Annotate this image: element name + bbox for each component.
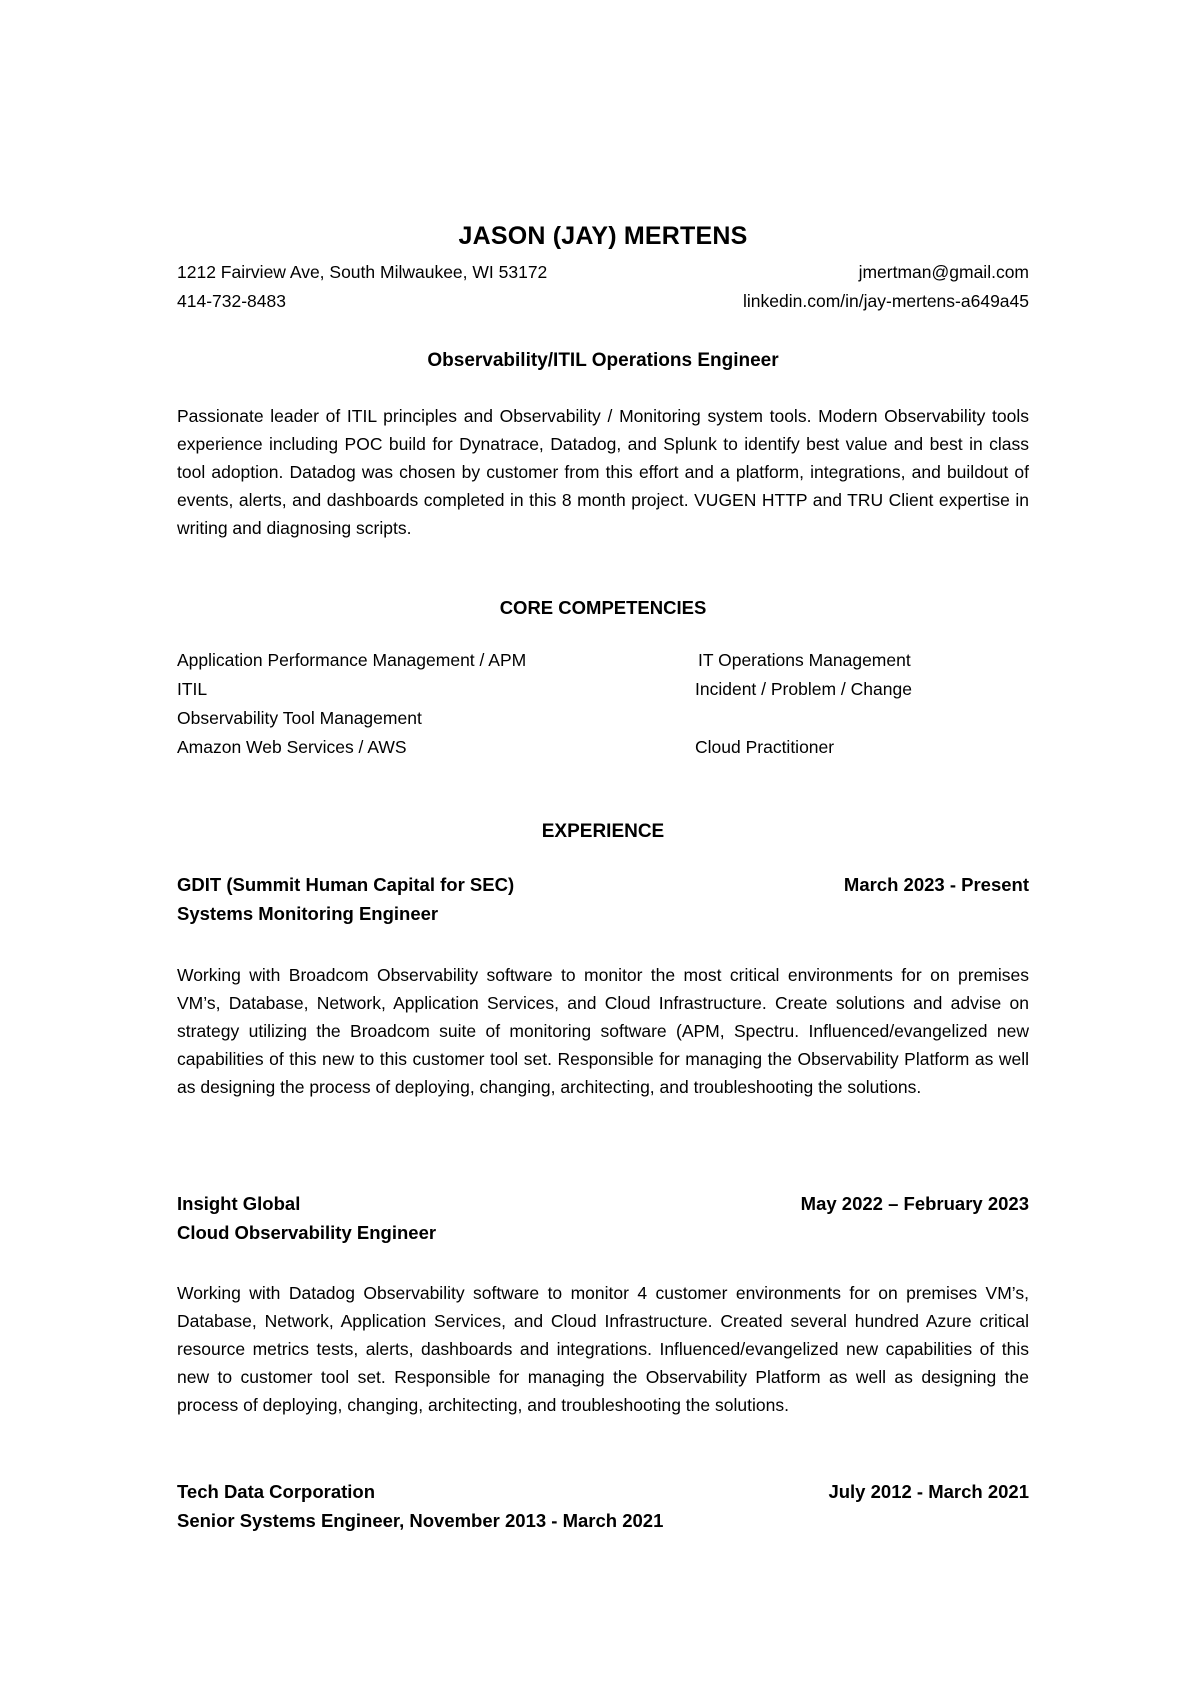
contact-row-2 (177, 291, 1029, 312)
competency-item: Amazon Web Services / AWS (177, 737, 407, 757)
job-role-line (177, 1510, 1029, 1539)
competency-item: ITIL (177, 679, 208, 699)
job-company: GDIT (Summit Human Capital for SEC) (177, 874, 515, 895)
job-role: Systems Monitoring Engineer (177, 903, 439, 924)
job-company: Insight Global (177, 1193, 301, 1214)
job-company: Tech Data Corporation (177, 1481, 376, 1502)
competencies-heading: CORE COMPETENCIES (499, 597, 707, 618)
competency-row (177, 708, 1029, 737)
job-company-line (177, 1481, 1029, 1510)
job-header (177, 1193, 1029, 1251)
summary: Passionate leader of ITIL principles and Observability / Monitoring system tools. Modern Observability tools experience including POC build for Dynatrace, Datadog, and Splunk to identify best value and best in class tool adoption. Datadog was chosen by customer from this effort and a platform, integrations, and buildout of events, alerts, and dashboards completed in this 8 month project. VUGEN HTTP and TRU Client expertise in writing and diagnosing scripts. (177, 406, 1029, 538)
competency-item: Observability Tool Management (177, 708, 422, 728)
competency-row (177, 679, 1029, 708)
job-dates: May 2022 – February 2023 (800, 1193, 1029, 1214)
contact-row-1 (177, 262, 1029, 283)
job-description: Working with Broadcom Observability software to monitor the most critical environments for on premises VM’s, Database, Network, Application Services, and Cloud Infrastructure. Create solutions and advise on strategy utilizing the Broadcom suite of monitoring software (APM, Spectru. Influenced/evangelized new capabilities of this new to this customer tool set. Responsible for managing the Observability Platform as well as designing the process of deploying, changing, architecting, and troubleshooting the solutions. (177, 965, 1029, 1097)
email: jmertman@gmail.com (858, 262, 1029, 282)
job-role-line (177, 903, 1029, 932)
job-dates: March 2023 - Present (843, 874, 1029, 895)
competency-item: Application Performance Management / APM (177, 650, 527, 670)
competency-row (177, 650, 1029, 679)
job-title: Observability/ITIL Operations Engineer (427, 350, 779, 371)
job-role: Cloud Observability Engineer (177, 1222, 437, 1243)
job-header (177, 874, 1029, 932)
job-description: Working with Datadog Observability software to monitor 4 customer environments for on premises VM’s, Database, Network, Application Services, and Cloud Infrastructure. Created several hundred Azure critical resource metrics tests, alerts, dashboards and integrations. Influenced/evangelized new capabilities of this new to customer tool set. Responsible for managing the Observability Platform as well as designing the process of deploying, changing, architecting, and troubleshooting the solutions. (177, 1283, 1029, 1415)
job-header (177, 1481, 1029, 1539)
competency-item: Cloud Practitioner (695, 737, 835, 757)
job-company-line (177, 874, 1029, 903)
competency-row (177, 737, 1029, 766)
job-role-line (177, 1222, 1029, 1251)
phone: 414-732-8483 (177, 291, 286, 311)
job-role: Senior Systems Engineer, November 2013 - March 2021 (177, 1510, 664, 1531)
candidate-name: JASON (JAY) MERTENS (458, 222, 748, 250)
linkedin: linkedin.com/in/jay-mertens-a649a45 (743, 291, 1029, 311)
job-company-line (177, 1193, 1029, 1222)
address: 1212 Fairview Ave, South Milwaukee, WI 53172 (177, 262, 548, 282)
competencies-list (177, 650, 1029, 766)
job-dates: July 2012 - March 2021 (828, 1481, 1029, 1502)
experience-heading: EXPERIENCE (541, 821, 665, 842)
competency-item: IT Operations Management (698, 650, 911, 670)
competency-item: Incident / Problem / Change (695, 679, 912, 699)
